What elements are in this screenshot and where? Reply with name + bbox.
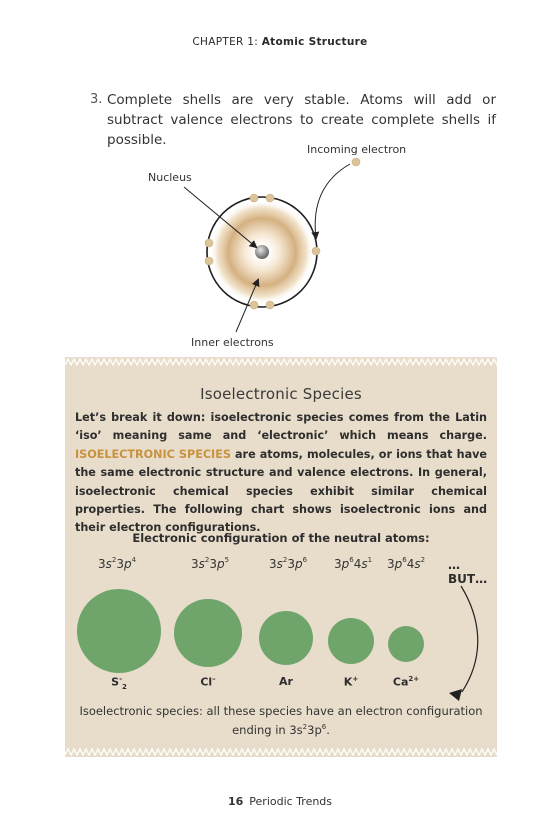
- section-name: Periodic Trends: [249, 795, 333, 808]
- sphere-cl: [174, 599, 242, 667]
- page-number: 16: [227, 795, 244, 808]
- sphere-ar: [259, 611, 313, 665]
- highlight-term: ISOELECTRONIC SPECIES: [75, 447, 231, 461]
- nucleus: [255, 245, 269, 259]
- fn-prefix: ending in 3s: [232, 722, 303, 737]
- but-label: …BUT…: [448, 558, 488, 586]
- ion-label-ar: Ar: [279, 675, 293, 688]
- chapter-label: CHAPTER 1:: [192, 36, 259, 48]
- footnote-line-2: [65, 719, 497, 738]
- paragraph-part-2: are atoms, molecules, or ions that have the same electronic structure and valence electrons. In general, isoelectronic chemical species exhibit similar chemical properties. The following chart shows isoelectronic ions and their electron configurations.: [75, 447, 488, 535]
- ion-label-ca: $Ca^{2+}$: [392, 675, 420, 689]
- fn-mid: 3p: [307, 722, 322, 737]
- atom-diagram: [0, 0, 560, 360]
- isoelectronic-sidebar: [65, 357, 497, 757]
- paragraph-part-1: Let’s break it down: isoelectronic species comes from the Latin ‘iso’ meaning same and ‘electronic’ which means charge.: [75, 411, 487, 443]
- sidebar-title: Isoelectronic Species: [200, 385, 362, 403]
- sphere-s2: [77, 589, 161, 673]
- footnote: [65, 703, 497, 738]
- point-text: Complete shells are very stable. Atoms will add or subtract valence electrons to create complete shells if possible.: [107, 92, 496, 148]
- ion-label-cl: Cl–: [200, 675, 216, 689]
- but-arrow: [457, 586, 478, 692]
- label-inner-electrons: Inner electrons: [191, 336, 274, 349]
- sphere-ca: [388, 626, 424, 662]
- ion-label-k: K+: [343, 675, 359, 689]
- label-incoming-electron: Incoming electron: [307, 143, 407, 156]
- fn-sup-1: 2: [302, 723, 308, 731]
- config-cl: $3s^23p^5$: [191, 556, 230, 571]
- sphere-k: [328, 618, 374, 664]
- incoming-arrow: [315, 164, 350, 238]
- bottom-border: [65, 747, 497, 757]
- footnote-line-1: Isoelectronic species: all these species have an electron configuration: [79, 704, 483, 718]
- incoming-electron: [352, 158, 360, 166]
- config-heading: Electronic configuration of the neutral atoms:: [132, 531, 430, 545]
- ion-label-s: $S^-_2$: [111, 675, 127, 691]
- config-ca: $3p^64s^2$: [387, 556, 426, 571]
- sidebar-paragraph: [75, 409, 487, 538]
- label-nucleus: Nucleus: [148, 171, 192, 184]
- fn-suffix: .: [326, 722, 330, 737]
- page-footer: [0, 795, 560, 808]
- config-k: $3p^64s^1$: [334, 556, 373, 571]
- top-border: [65, 357, 497, 367]
- point-number: 3.: [90, 92, 103, 107]
- config-ar: $3s^23p^6$: [269, 556, 308, 571]
- config-s: $3s^23p^4$: [98, 556, 137, 571]
- chapter-title: Atomic Structure: [261, 36, 368, 48]
- fn-sup-2: 6: [321, 723, 327, 731]
